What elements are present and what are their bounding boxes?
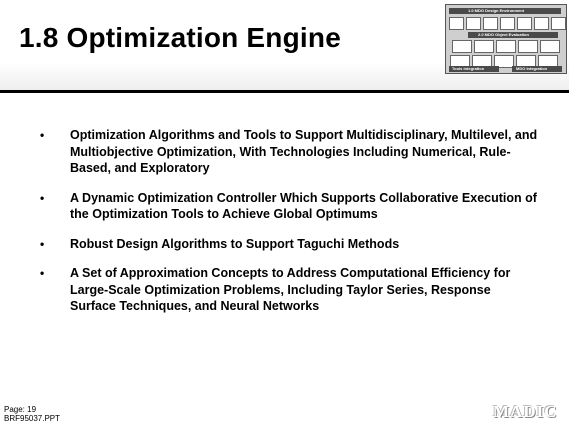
bullet-text: A Set of Approximation Concepts to Address Computational Efficiency for Large-Scale Optimization Problems, Including Taylor Series, Response Surface Techniques, and Neural Networks [70, 266, 511, 313]
thumbnail-top-cells [449, 17, 566, 30]
thumbnail-bottom-left-label: Tools Integration [452, 66, 485, 71]
framework-diagram-thumbnail [445, 4, 567, 74]
bullet-item [40, 236, 540, 253]
thumbnail-cell [452, 40, 472, 53]
thumbnail-cell [466, 17, 481, 30]
bullet-item [40, 190, 540, 223]
bullet-item [40, 127, 540, 177]
thumbnail-cell [500, 17, 515, 30]
bullet-glyph: • [40, 128, 45, 142]
footer-info [4, 405, 60, 423]
bullet-text: A Dynamic Optimization Controller Which Supports Collaborative Execution of the Optimization Tools to Achieve Global Optimums [70, 190, 537, 221]
thumbnail-cell [496, 40, 516, 53]
thumbnail-top-label: 1.0 MDO Design Environment [468, 8, 525, 13]
thumbnail-cell [474, 40, 494, 53]
bullet-glyph: • [40, 236, 45, 251]
bullet-glyph: • [40, 190, 45, 205]
thumbnail-bottom-right-label: MDO Integration [516, 66, 548, 71]
bullet-glyph: • [40, 266, 45, 280]
bullet-item [40, 265, 540, 315]
thumbnail-cell [540, 40, 560, 53]
thumbnail-cell [483, 17, 498, 30]
bullet-list [40, 127, 540, 328]
thumbnail-mid-cells [452, 40, 560, 53]
thumbnail-cell [518, 40, 538, 53]
file-name: BRF95037.PPT [4, 414, 61, 423]
title-divider [0, 90, 569, 93]
thumbnail-cell [449, 17, 464, 30]
bullet-text: Optimization Algorithms and Tools to Support Multidisciplinary, Multilevel, and Multiobjective Optimization, With Technologies Including Numerical, Rule-Based, and Exploratory [70, 128, 538, 175]
brand-logo: MADIC [493, 402, 558, 421]
thumbnail-cell [517, 17, 532, 30]
bullet-text: Robust Design Algorithms to Support Taguchi Methods [70, 236, 400, 251]
thumbnail-mid-label: 2.0 MDO Object Evaluation [478, 32, 529, 37]
slide-title: 1.8 Optimization Engine [19, 22, 341, 53]
thumbnail-cell [551, 17, 566, 30]
thumbnail-cell [534, 17, 549, 30]
page-number: Page: 19 [4, 405, 37, 414]
